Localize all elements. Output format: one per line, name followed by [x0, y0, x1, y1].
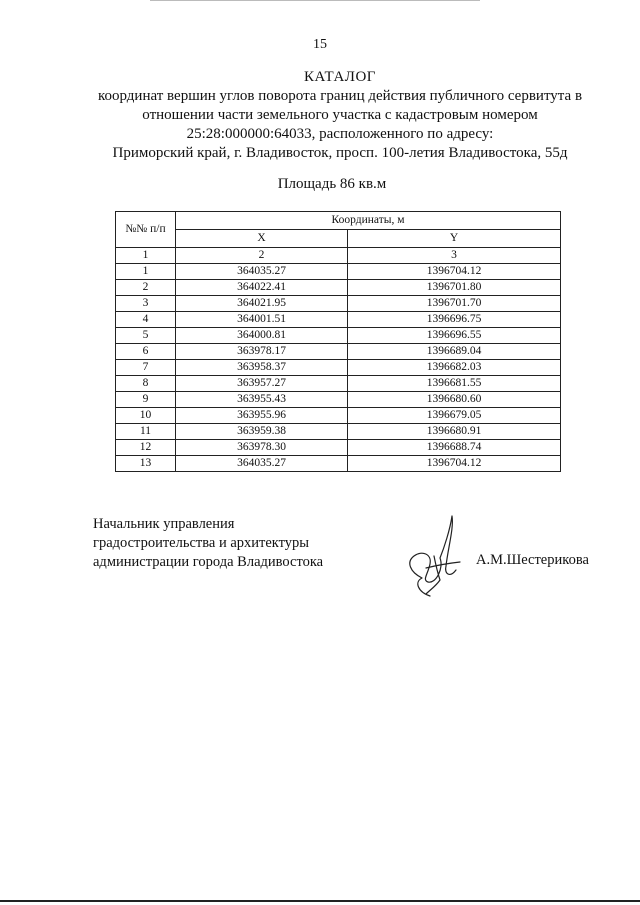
table-row — [116, 328, 561, 344]
table-row — [116, 456, 561, 472]
x-coordinate-cell: 364035.27 — [176, 456, 348, 472]
y-coordinate-cell: 1396701.70 — [348, 296, 561, 312]
table-row — [116, 360, 561, 376]
header-line-2: отношении части земельного участка с кадастровым номером — [142, 107, 538, 123]
column-header-coordinates: Координаты, м — [176, 212, 561, 230]
point-number-cell: 8 — [116, 376, 176, 392]
table-row — [116, 312, 561, 328]
x-coordinate-cell: 363959.38 — [176, 424, 348, 440]
point-number-cell: 4 — [116, 312, 176, 328]
y-coordinate-cell: 1396701.80 — [348, 280, 561, 296]
x-coordinate-cell: 363978.30 — [176, 440, 348, 456]
y-coordinate-cell: 1396704.12 — [348, 456, 561, 472]
point-number-cell: 11 — [116, 424, 176, 440]
point-number-cell: 7 — [116, 360, 176, 376]
y-coordinate-cell: 1396680.91 — [348, 424, 561, 440]
signatory-position-line-2: градостроительства и архитектуры — [93, 535, 310, 551]
index-cell-1: 1 — [116, 248, 176, 264]
point-number-cell: 3 — [116, 296, 176, 312]
table-row — [116, 408, 561, 424]
point-number-cell: 9 — [116, 392, 176, 408]
y-coordinate-cell: 1396680.60 — [348, 392, 561, 408]
y-coordinate-cell: 1396696.55 — [348, 328, 561, 344]
signatory-position — [93, 515, 353, 572]
signatory-name: А.М.Шестерикова — [476, 552, 589, 568]
document-title: КАТАЛОГ — [304, 69, 376, 85]
header-line-1: координат вершин углов поворота границ действия публичного сервитута в — [97, 88, 583, 104]
signatory-position-line-1: Начальник управления — [93, 516, 235, 532]
index-cell-3: 3 — [348, 248, 561, 264]
table-row — [116, 440, 561, 456]
y-coordinate-cell: 1396682.03 — [348, 360, 561, 376]
document-header — [60, 68, 620, 163]
coordinates-table — [115, 211, 561, 472]
table-row — [116, 392, 561, 408]
column-header-number: №№ п/п — [116, 212, 176, 248]
table-row — [116, 344, 561, 360]
y-coordinate-cell: 1396689.04 — [348, 344, 561, 360]
x-coordinate-cell: 363958.37 — [176, 360, 348, 376]
point-number-cell: 6 — [116, 344, 176, 360]
top-edge-line — [150, 0, 480, 1]
y-coordinate-cell: 1396696.75 — [348, 312, 561, 328]
index-cell-2: 2 — [176, 248, 348, 264]
page-number: 15 — [313, 37, 327, 52]
handwritten-signature — [400, 508, 470, 603]
table-row — [116, 424, 561, 440]
x-coordinate-cell: 364035.27 — [176, 264, 348, 280]
table-row — [116, 296, 561, 312]
y-coordinate-cell: 1396688.74 — [348, 440, 561, 456]
x-coordinate-cell: 363957.27 — [176, 376, 348, 392]
y-coordinate-cell: 1396679.05 — [348, 408, 561, 424]
x-coordinate-cell: 364022.41 — [176, 280, 348, 296]
coordinates-table-body — [116, 264, 561, 472]
table-row — [116, 376, 561, 392]
point-number-cell: 12 — [116, 440, 176, 456]
x-coordinate-cell: 363978.17 — [176, 344, 348, 360]
point-number-cell: 2 — [116, 280, 176, 296]
table-row — [116, 280, 561, 296]
area-label: Площадь 86 кв.м — [277, 176, 387, 192]
column-header-x: X — [176, 230, 348, 248]
y-coordinate-cell: 1396704.12 — [348, 264, 561, 280]
header-line-4: Приморский край, г. Владивосток, просп. 100-летия Владивостока, 55д — [112, 145, 568, 161]
x-coordinate-cell: 363955.96 — [176, 408, 348, 424]
header-line-3: 25:28:000000:64033, расположенного по адресу: — [186, 126, 494, 142]
point-number-cell: 13 — [116, 456, 176, 472]
table-row — [116, 264, 561, 280]
signatory-position-line-3: администрации города Владивостока — [93, 554, 324, 570]
point-number-cell: 1 — [116, 264, 176, 280]
column-header-y: Y — [348, 230, 561, 248]
x-coordinate-cell: 364001.51 — [176, 312, 348, 328]
x-coordinate-cell: 364000.81 — [176, 328, 348, 344]
bottom-edge-line — [0, 900, 640, 902]
point-number-cell: 10 — [116, 408, 176, 424]
point-number-cell: 5 — [116, 328, 176, 344]
y-coordinate-cell: 1396681.55 — [348, 376, 561, 392]
x-coordinate-cell: 363955.43 — [176, 392, 348, 408]
x-coordinate-cell: 364021.95 — [176, 296, 348, 312]
